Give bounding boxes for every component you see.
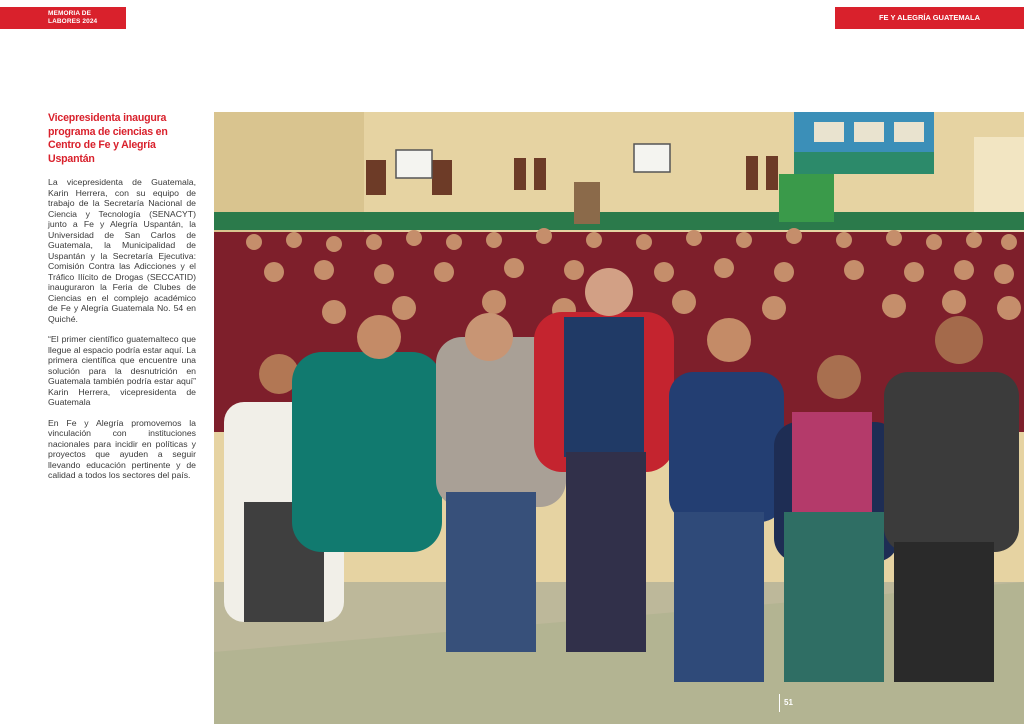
publication-label-line1: MEMORIA DE: [48, 10, 92, 17]
event-photo: [214, 112, 1024, 724]
organization-label: FE Y ALEGRÍA GUATEMALA: [878, 13, 981, 22]
organization-badge: [835, 7, 1024, 29]
article-paragraph-1: La vicepresidenta de Guatemala, Karin Herrera, con su equipo de trabajo de la Secretaría Nacional de Ciencia y Tecnología (SENACYT) junto a Fe y Alegría Uspantán, la Universidad de San Carlos de Guatemala, la Municipalidad de Uspantán y la Secretaría Ejecutiva: Comisión Contra las Adicciones y el Tráfico Ilícito de Drogas (SECCATID) inauguraron la Feria de Clubes de Ciencias en el complejo académico de Fe y Alegría Guatemala No. 54 en Quiché.: [48, 177, 196, 324]
article-paragraph-3: En Fe y Alegría promovemos la vinculación con instituciones nacionales para incidir en políticas y proyectos que ayuden a seguir llevando educación pertinente y de calidad a todos los sectores del país.: [48, 417, 196, 480]
page-number: 51: [779, 694, 793, 712]
article-column: [48, 112, 196, 491]
publication-label-line2: LABORES 2024: [48, 17, 98, 25]
publication-badge: [0, 7, 126, 29]
article-paragraph-2: “El primer científico guatemalteco que llegue al espacio podría estar aquí. La primera científica que encuentre una solución para la desnutrición en Guatemala también podría estar aquí” Karin Herrera, vicepresidenta de Guatemala: [48, 334, 196, 407]
article-title: Vicepresidenta inaugura programa de ciencias en Centro de Fe y Alegría Uspantán: [48, 112, 168, 165]
